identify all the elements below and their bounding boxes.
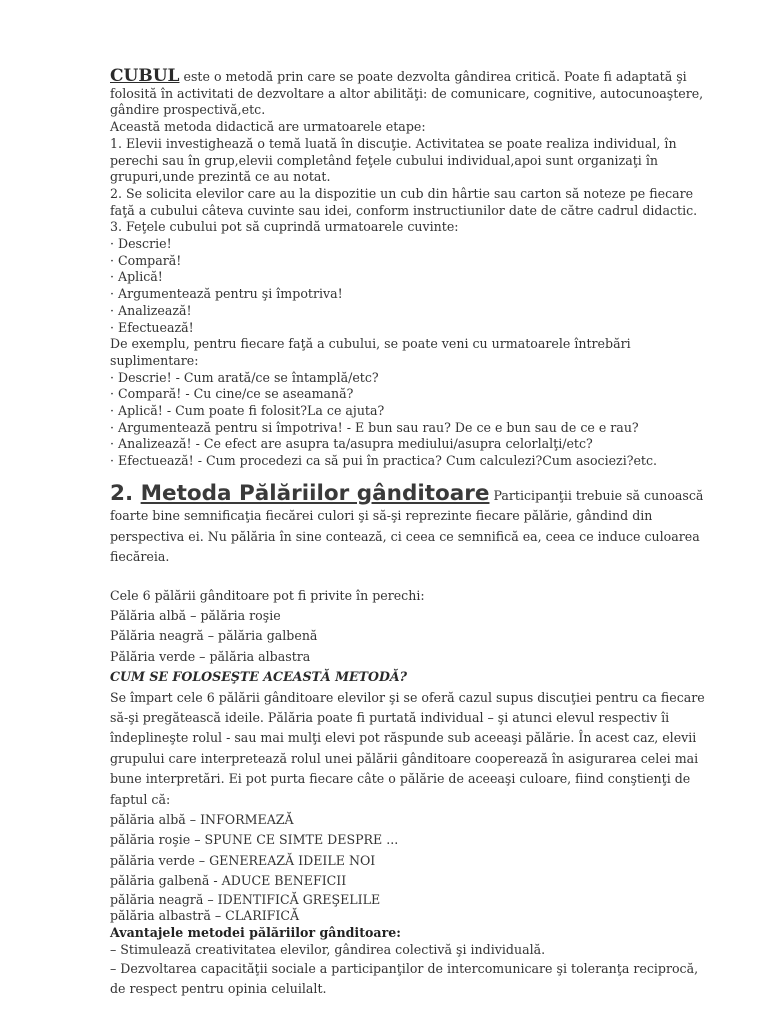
hat-role: pălăria neagră – IDENTIFICĂ GREŞELILE (110, 891, 381, 907)
cube-word: · Compară! (110, 252, 182, 268)
cube-word: · Analizează! (110, 302, 192, 318)
etape-intro: Această metoda didactică are urmatoarele etape: (110, 119, 426, 135)
cube-word: · Descrie! (110, 236, 172, 252)
section-palarii (110, 480, 715, 1000)
hat-pair: Pălăria neagră – pălăria galbenă (110, 628, 318, 644)
cube-question: · Efectuează! - Cum procedezi ca să pui în practica? Cum calculezi?Cum asociezi?etc. (110, 453, 658, 469)
cubul-intro: este o metodă prin care se poate dezvolta gândirea critică. Poate fi adaptată şi folosită în activitati de dezvoltare a altor abilităţi: de comunicare, cognitive, autocunoaştere, gândire prospectivă,etc. (110, 69, 704, 118)
section-cubul (110, 68, 715, 470)
cube-word: · Aplică! (110, 269, 163, 285)
cube-question: · Descrie! - Cum arată/ce se întamplă/etc? (110, 369, 379, 385)
step-1: 1. Elevii investighează o temă luată în discuţie. Activitatea se poate realiza individual, în perechi sau în grup,elevii completând feţele cubului individual,apoi sunt organizaţi în grupuri,unde prezintă ce au notat. (110, 135, 677, 185)
example-intro: De exemplu, pentru fiecare faţă a cubului, se poate veni cu urmatoarele întrebări suplimentare: (110, 336, 631, 368)
section-number: 2. (110, 480, 141, 506)
usage-paragraph: Se împart cele 6 pălării gânditoare elevilor şi se oferă cazul supus discuţiei pentru ca fiecare să-şi pregătească ideile. Pălăria poate fi purtată individual – şi atunci elevul respectiv îi îndeplineşte rolul - sau mai mulţi elevi pot răspunde sub aceeaşi pălărie. În acest caz, elevii grupului care interpretează rolul unei pălării gânditoare cooperează în asigurarea celei mai bune interpretări. Ei pot purta fiecare câte o pălărie de aceeaşi culoare, fiind conştienţi de faptul că: (110, 689, 705, 807)
pairs-intro: Cele 6 pălării gânditoare pot fi privite în perechi: (110, 587, 425, 603)
hat-role: pălăria albastră – CLARIFICĂ (110, 908, 300, 924)
palarii-intro-paragraph (110, 480, 715, 568)
cubul-intro-paragraph (110, 68, 715, 119)
cube-word: · Argumentează pentru şi împotriva! (110, 286, 343, 302)
advantage-item: – Dezvoltarea capacităţii sociale a participanţilor de intercomunicare şi toleranţa reciprocă, de respect pentru opinia celuilalt. (110, 960, 699, 997)
hat-role: pălăria albă – INFORMEAZĂ (110, 811, 294, 827)
cube-question: · Aplică! - Cum poate fi folosit?La ce ajuta? (110, 403, 385, 419)
cube-word: · Efectuează! (110, 319, 194, 335)
hat-pair: Pălăria albă – pălăria roşie (110, 607, 281, 623)
step-3: 3. Feţele cubului pot să cuprindă urmatoarele cuvinte: (110, 219, 459, 235)
cubul-title: CUBUL (110, 66, 180, 86)
cube-question: · Argumentează pentru si împotriva! - E bun sau rau? De ce e bun sau de ce e rau? (110, 419, 639, 435)
palarii-intro: Participanţii trebuie să cunoască foarte bine semnificaţia fiecărei culori şi să-şi reprezinte fiecare pălărie, gândind din perspectiva ei. Nu pălăria în sine contează, ci ceea ce semnifică ea, ceea ce induce culoarea fiecăreia. (110, 487, 704, 565)
step-2: 2. Se solicita elevilor care au la dispozitie un cub din hârtie sau carton să noteze pe fiecare faţă a cubului câteva cuvinte sau idei, conform instructiunilor date de către cadrul didactic. (110, 185, 698, 218)
hat-role: pălăria verde – GENEREAZĂ IDEILE NOI (110, 852, 376, 868)
advantages-title: Avantajele metodei pălăriilor gânditoare: (110, 925, 401, 941)
hat-role: pălăria galbenă - ADUCE BENEFICII (110, 873, 347, 889)
hat-pair: Pălăria verde – pălăria albastra (110, 648, 311, 664)
palarii-heading: Metoda Pălăriilor gânditoare (140, 480, 490, 506)
usage-question: CUM SE FOLOSEŞTE ACEASTĂ METODĂ? (110, 669, 408, 685)
cube-question: · Compară! - Cu cine/ce se aseamană? (110, 386, 354, 402)
cube-question: · Analizează! - Ce efect are asupra ta/asupra mediului/asupra celorlalţi/etc? (110, 436, 593, 452)
document-page (110, 68, 715, 1000)
advantage-item: – Stimulează creativitatea elevilor, gândirea colectivă şi individuală. (110, 941, 546, 957)
hat-role: pălăria roşie – SPUNE CE SIMTE DESPRE ... (110, 832, 399, 848)
